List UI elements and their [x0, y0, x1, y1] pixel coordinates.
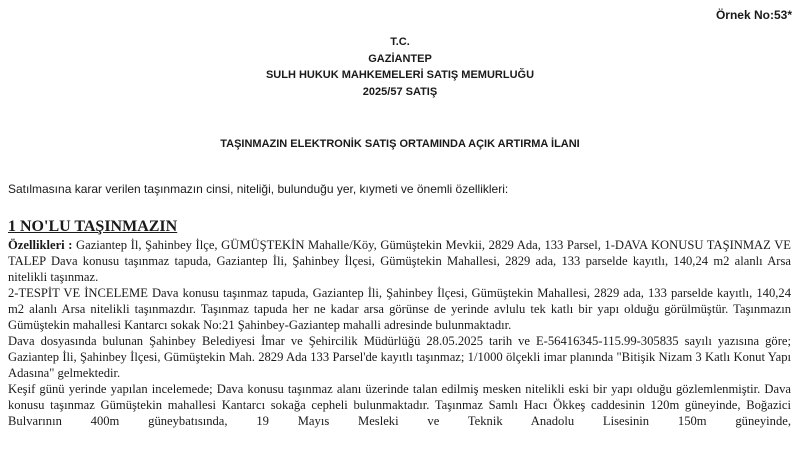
features-paragraph: [8, 237, 791, 285]
features-text: Gaziantep İl, Şahinbey İlçe, GÜMÜŞTEKİN Mahalle/Köy, Gümüştekin Mevkii, 2829 Ada, 133 Parsel, 1-DAVA KONUSU TAŞINMAZ VE TALEP Dava konusu taşınmaz tapuda, Gaziantep İli, Şahinbey İlçesi, Gümüştekin Mahallesi, 2829 ada, 133 parselde kayıtlı, 140,24 m2 alanlı Arsa nitelikli taşınmaz.: [8, 238, 791, 284]
site-visit-paragraph: Keşif günü yerinde yapılan incelemede; Dava konusu taşınmaz alanı üzerinde talan edilmiş mesken nitelikli eski bir yapı olduğu gözlemlenmiştir. Dava konusu taşınmaz Gümüştekin mahallesi Kantarcı sokağa cepheli bulunmaktadır. Taşınmaz Samlı Hacı Ökkeş caddesinin 120m güneyinde, Boğazici Bulvarının 400m güneybatısında, 19 Mayıs Mesleki ve Teknik Anadolu Lisesinin 150m güneyinde,: [8, 382, 791, 428]
form-number: Örnek No:53*: [715, 8, 792, 22]
inspection-paragraph: 2-TESPİT VE İNCELEME Dava konusu taşınmaz tapuda, Gaziantep İli, Şahinbey İlçesi, Gümüştekin Mahallesi, 2829 ada, 133 parselde kayıtlı, 140,24 m2 alanlı Arsa nitelikli taşınmazdır. Taşınmaz tapuda her ne kadar arsa görünse de yerinde avlulu tek katlı bir yapı olduğu görülmüştür. Taşınmazın Gümüştekin mahallesi Kantarcı sokak No:21 Şahinbey-Gaziantep mahalli adresinde bulunmaktadır.: [8, 286, 791, 332]
header-line-country: T.C.: [390, 36, 410, 48]
document-header: [0, 34, 800, 100]
header-line-office: SULH HUKUK MAHKEMELERİ SATIŞ MEMURLUĞU: [265, 69, 535, 81]
header-line-case-number: 2025/57 SATIŞ: [362, 85, 438, 98]
header-line-city: GAZİANTEP: [368, 52, 432, 65]
lot-heading: 1 NO'LU TAŞINMAZIN: [8, 218, 178, 235]
lot-description: [8, 237, 791, 429]
features-label: Özellikleri :: [8, 238, 73, 252]
zoning-paragraph: Dava dosyasında bulunan Şahinbey Belediyesi İmar ve Şehircilik Müdürlüğü 28.05.2025 tarih ve E-56416345-115.99-305835 sayılı yazısına göre; Gaziantep İli, Şahinbey İlçesi, Gümüştekin Mah. 2829 Ada 133 Parsel'de kayıtlı taşınmaz; 1/1000 ölçekli imar planında "Bitişik Nizam 3 Katlı Konut Yapı Adasına" gelmektedir.: [8, 334, 791, 380]
intro-text: Satılmasına karar verilen taşınmazın cinsi, niteliği, bulunduğu yer, kıymeti ve önemli özellikleri:: [8, 182, 509, 196]
notice-title: TAŞINMAZIN ELEKTRONİK SATIŞ ORTAMINDA AÇIK ARTIRMA İLANI: [220, 138, 580, 150]
